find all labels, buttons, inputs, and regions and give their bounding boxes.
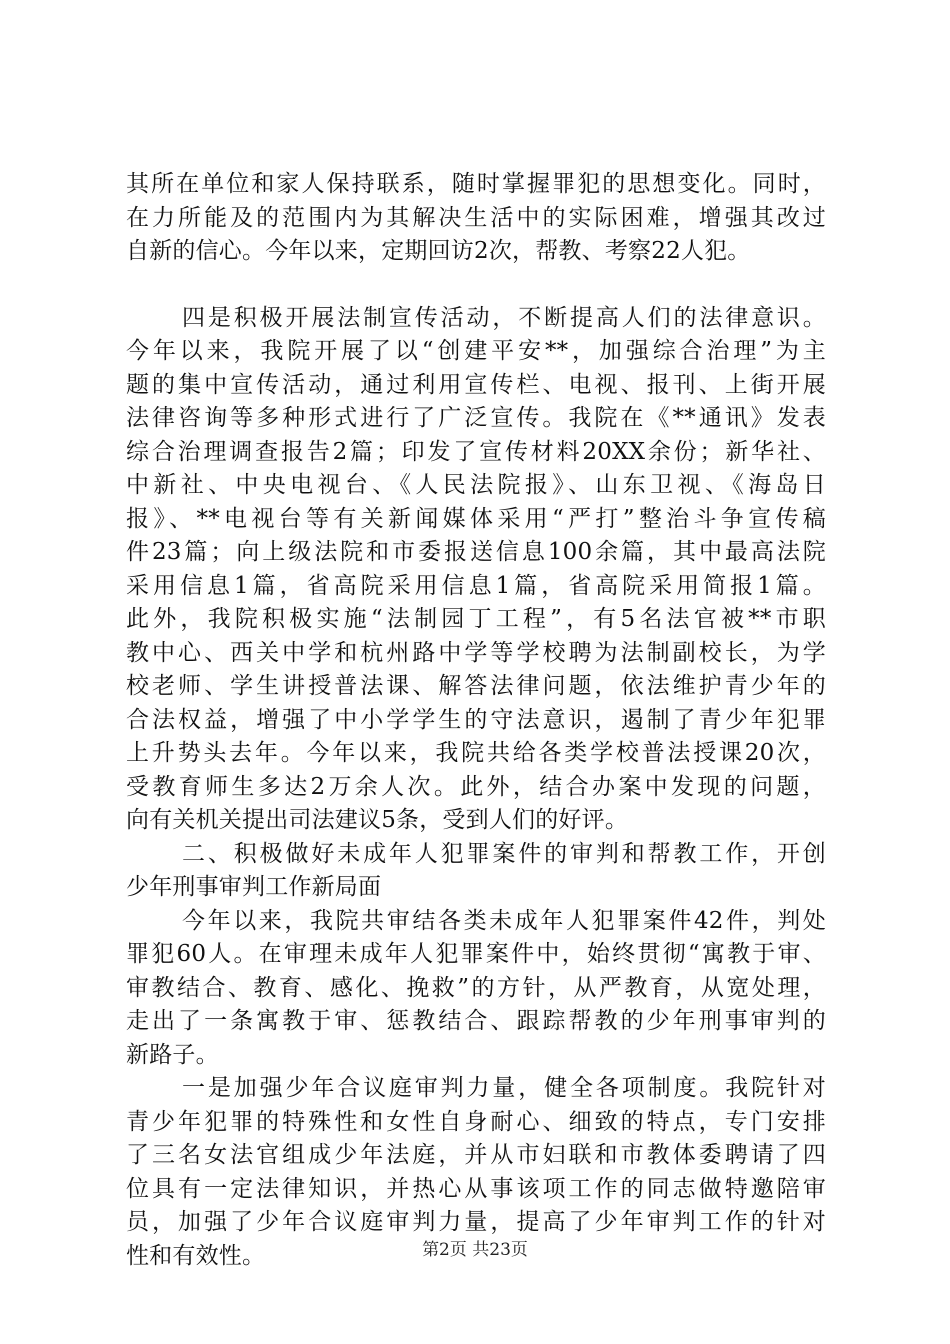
text-line: 了三名女法官组成少年法庭，并从市妇联和市教体委聘请了四 <box>126 1142 826 1168</box>
text-line: 法律咨询等多种形式进行了广泛宣传。我院在《**通讯》发表 <box>126 405 826 431</box>
text-line: 青少年犯罪的特殊性和女性自身耐心、细致的特点，专门安排 <box>126 1108 826 1135</box>
text-line: 校老师、学生讲授普法课、解答法律问题，依法维护青少年的 <box>126 673 826 699</box>
text-line: 今年以来，我院开展了以“创建平安**，加强综合治理”为主 <box>126 338 826 364</box>
text-line: 性和有效性。 <box>126 1242 266 1269</box>
text-line: 审教结合、教育、感化、挽救”的方针，从严教育，从宽处理， <box>126 974 826 1001</box>
paragraph-4 <box>126 905 826 1073</box>
text-line: 一是加强少年合议庭审判力量，健全各项制度。我院针对 <box>182 1075 826 1101</box>
text-line: 件23篇；向上级法院和市委报送信息100余篇，其中最高法院 <box>126 539 826 565</box>
text-line: 罪犯60人。在审理未成年人犯罪案件中，始终贯彻“寓教于审、 <box>126 941 826 967</box>
text-line: 少年刑事审判工作新局面 <box>126 874 382 900</box>
paragraph-1 <box>126 168 826 269</box>
text-line: 采用信息1篇，省高院采用信息1篇，省高院采用简报1篇。 <box>126 572 826 599</box>
document-body <box>126 168 826 1273</box>
text-line: 四是积极开展法制宣传活动，不断提高人们的法律意识。 <box>182 304 826 331</box>
text-line: 今年以来，我院共审结各类未成年人犯罪案件42件，判处 <box>182 907 826 934</box>
text-line: 在力所能及的范围内为其解决生活中的实际困难，增强其改过 <box>126 204 826 231</box>
text-line: 向有关机关提出司法建议5条，受到人们的好评。 <box>126 807 629 833</box>
text-line: 合法权益，增强了中小学学生的守法意识，遏制了青少年犯罪 <box>126 706 826 733</box>
text-line: 上升势头去年。今年以来，我院共给各类学校普法授课20次， <box>126 740 826 766</box>
paragraph-2 <box>126 302 826 838</box>
text-line: 其所在单位和家人保持联系，随时掌握罪犯的思想变化。同时， <box>126 171 826 197</box>
text-line: 教中心、西关中学和杭州路中学等学校聘为法制副校长，为学 <box>126 639 826 666</box>
text-line: 此外，我院积极实施“法制园丁工程”，有5名法官被**市职 <box>126 606 826 632</box>
text-line: 二、积极做好未成年人犯罪案件的审判和帮教工作，开创 <box>182 840 826 867</box>
text-line: 受教育师生多达2万余人次。此外，结合办案中发现的问题， <box>126 773 826 800</box>
text-line: 走出了一条寓教于审、惩教结合、跟踪帮教的少年刑事审判的 <box>126 1008 826 1034</box>
text-line: 位具有一定法律知识，并热心从事该项工作的同志做特邀陪审 <box>126 1175 826 1202</box>
text-line: 综合治理调查报告2篇；印发了宣传材料20XX余份；新华社、 <box>126 438 826 465</box>
text-line: 报》、**电视台等有关新闻媒体采用“严打”整治斗争宣传稿 <box>126 505 826 532</box>
text-line: 中新社、中央电视台、《人民法院报》、山东卫视、《海岛日 <box>126 472 826 498</box>
page-number: 第2页 共23页 <box>422 1240 528 1260</box>
text-line: 自新的信心。今年以来，定期回访2次，帮教、考察22人犯。 <box>126 238 751 264</box>
paragraph-gap <box>126 269 826 302</box>
text-line: 员，加强了少年合议庭审判力量，提高了少年审判工作的针对 <box>126 1209 826 1235</box>
text-line: 题的集中宣传活动，通过利用宣传栏、电视、报刊、上街开展 <box>126 371 826 398</box>
section-heading <box>126 838 826 905</box>
text-line: 新路子。 <box>126 1041 219 1068</box>
